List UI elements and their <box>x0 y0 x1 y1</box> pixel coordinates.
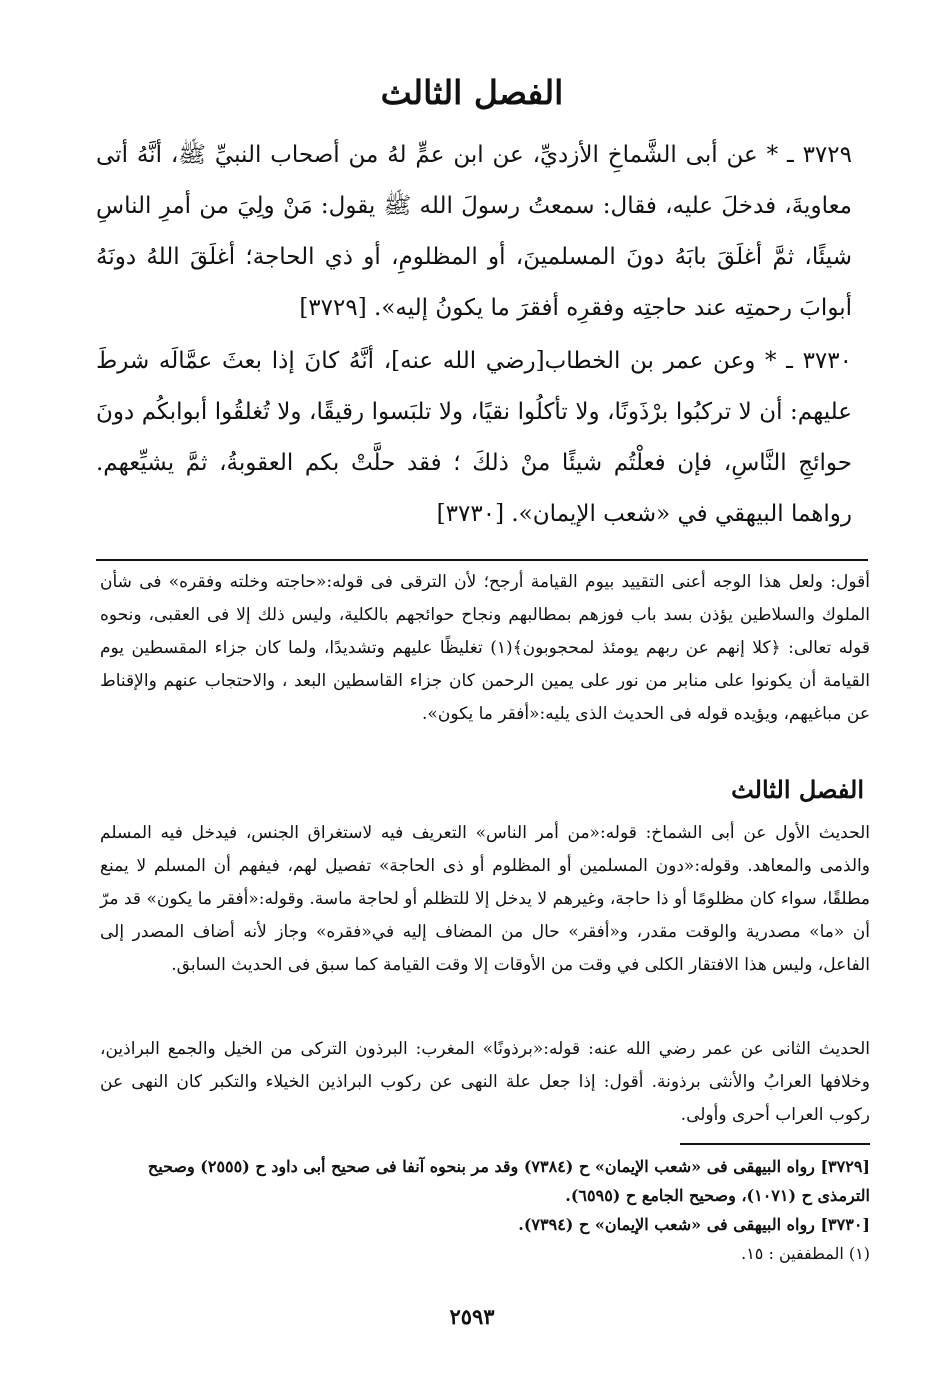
page-number: ٢٥٩٣ <box>449 1304 495 1329</box>
commentary-hadith-2: الحديث الثانى عن عمر رضي الله عنه: قوله:«برذونًا» المغرب: البرذون التركى من الخيل والجمع البراذين، وخلافها العرابُ والأنثى برذونة. أقول: إذا جعل علة النهى عن ركوب البراذين الخيلاء والتكبر كان النهى عن ركوب العراب أحرى وأولى. <box>100 1039 870 1125</box>
hadith-3730: ٣٧٣٠ ـ * وعن عمر بن الخطاب[رضي الله عنه]، أنَّهُ كانَ إذا بعثَ عمَّالَه شرطَ عليهم: أن لا تركبُوا برْذَونًا، ولا تأكلُوا نقيًا، ولا تلبَسوا رقيقًا، ولا تُغلقُوا أبوابكُم دونَ حوائجِ النَّاسِ، فإن فعلْتُم شيئًا منْ ذلكَ ؛ فقد حلَّتْ بكم العقوبةُ، ثمَّ يشيِّعهم. رواهما البيهقي في «شعب الإيمان». [٣٧٣٠] <box>96 348 852 527</box>
chapter-heading: الفصل الثالث <box>380 73 564 112</box>
commentary-intro: أقول: ولعل هذا الوجه أعنى التقييد بيوم القيامة أرجح؛ لأن الترقى فى قوله:«حاجته وخلته وفقره» فى شأن الملوك والسلاطين يؤذن بسد باب فوزهم بمطالبهم ونجاح حوائجهم بالكلية، وليس ذلك إلا فى العقبى، ونحوه قوله تعالى: ﴿كلا إنهم عن ربهم يومئذ لمحجوبون﴾(١) تغليظًا عليهم وتشديدًا، ولما كان جزاء المقسطين يوم القيامة أن يكونوا على منابر من نور على يمين الرحمن كان جزاء القاسطين البعد ، والاحتجاب عنهم والإقناط عن مباغيهم، ويؤيده قوله فى الحديث الذى يليه:«أفقر ما يكون». <box>100 572 870 724</box>
divider-footnotes <box>680 1143 870 1145</box>
footnotes <box>110 1152 870 1268</box>
footnote-quran-ref: (١) المطففين : ١٥. <box>741 1244 870 1263</box>
divider-main <box>96 559 868 561</box>
commentary-subheading: الفصل الثالث <box>731 775 864 804</box>
footnote-3729: [٣٧٢٩] رواه البيهقى فى «شعب الإيمان» ح (٧٣٨٤) وقد مر بنحوه آنفا فى صحيح أبى داود ح (٢٥٥٥) وصحيح الترمذى ح (١٠٧١)، وصحيح الجامع ح (٦٥٩٥). <box>147 1157 870 1205</box>
commentary-hadith-1: الحديث الأول عن أبى الشماخ: قوله:«من أمر الناس» التعريف فيه لاستغراق الجنس، فيدخل فيه المسلم والذمى والمعاهد. وقوله:«دون المسلمين أو المظلوم أو ذى الحاجة» تفصيل لهم، فيفهم أن المسلم لا يمنع مطلقًا، سواء كان مظلومًا أو ذا حاجة، وغيرهم لا يدخل إلا للتظلم أو لحاجة ماسة. وقوله:«أفقر ما يكون» قد مرّ أن «ما» مصدرية والوقت مقدر، و«أفقر» حال من المضاف إليه في«فقره» وجاز لأنه أضاف المصدر إلى الفاعل، وليس هذا الافتقار الكلى في وقت من الأوقات إلا وقت القيامة كما سبق فى الحديث السابق. <box>100 823 870 975</box>
hadith-3729: ٣٧٢٩ ـ * عن أبى الشَّماخِ الأزديِّ، عن ابن عمٍّ لهُ من أصحاب النبيِّ ﷺ، أنَّهُ أتى معاويةَ، فدخلَ عليه، فقال: سمعتُ رسولَ الله ﷺ يقول: مَنْ ولِيَ من أمرِ الناسِ شيئًا، ثمَّ أغلَقَ بابَهُ دونَ المسلمينَ، أو المظلومِ، أو ذي الحاجة؛ أغلَقَ اللهُ دونَهُ أبوابَ رحمتِه عند حاجتِه وفقرِه أفقرَ ما يكونُ إليه». [٣٧٢٩] <box>96 142 852 321</box>
footnote-3730: [٣٧٣٠] رواه البيهقى فى «شعب الإيمان» ح (٧٣٩٤). <box>518 1215 870 1234</box>
